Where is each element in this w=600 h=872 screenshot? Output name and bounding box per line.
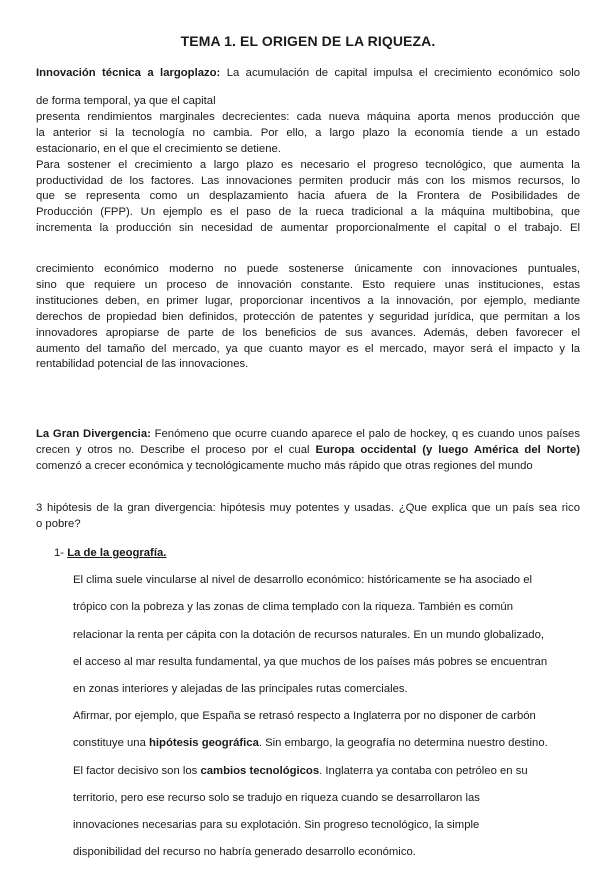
text-line: de forma temporal, ya que el capital — [36, 95, 216, 107]
text-run: El factor decisivo son los — [73, 764, 201, 777]
text-line: o pobre? — [36, 517, 81, 530]
text-line: crecimiento económico moderno no puede sostenerse únicamente con innovaciones puntuales, — [36, 263, 580, 275]
list-item-title: La de la geografía. — [67, 547, 167, 559]
section2-text-1: Fenómeno que ocurre cuando aparece el palo de hockey, q es cuando unos países crecen y otros no. Describe el proceso por el cual — [36, 428, 580, 456]
text-line: innovadores apropiarse de parte de los beneficios de sus avances. Además, deben favorecer el — [36, 326, 580, 339]
section2-heading: La Gran Divergencia: — [36, 428, 151, 440]
text-line: instituciones deben, en primer lugar, proporcionar incentivos a la innovación, por ejemplo, mediante — [36, 294, 580, 307]
section1-paragraph-a — [36, 94, 580, 237]
section2-bold-region: Europa occidental (y luego América del Norte) — [315, 443, 580, 456]
section1-first-line — [36, 66, 580, 82]
section1-paragraph-b — [36, 262, 580, 373]
bold-term: cambios tecnológicos — [200, 764, 320, 777]
text-line: El clima suele vincularse al nivel de desarrollo económico: históricamente se ha asociado el — [73, 574, 533, 587]
list-item-heading — [54, 546, 580, 562]
list-item-body — [73, 573, 580, 861]
text-line: relacionar la renta per cápita con la dotación de recursos naturales. En un mundo globalizado, — [73, 628, 544, 641]
text-run: constituye una — [73, 737, 149, 750]
text-line: innovaciones necesarias para su explotación. Sin progreso tecnológico, la simple — [73, 819, 480, 832]
text-line — [73, 736, 580, 752]
section1-line1-text: La acumulación de capital impulsa el crecimiento económico solo — [220, 67, 580, 79]
text-line: trópico con la pobreza y las zonas de clima templado con la riqueza. También es común — [73, 601, 513, 614]
text-line: sino que requiere un proceso de innovación constante. Esto requiere unas instituciones, estas — [36, 278, 580, 291]
text-line: la anterior si la tecnología no cambia. Por ello, a largo plazo la economía tiende a un estado — [36, 126, 580, 139]
bold-term: hipótesis geográfica — [149, 737, 259, 750]
text-line: productividad de los factores. Las innovaciones permiten producir más con los mismos recursos, lo — [36, 174, 580, 187]
page-title: TEMA 1. EL ORIGEN DE LA RIQUEZA. — [180, 33, 436, 49]
text-line: rentabilidad potencial de las innovaciones. — [36, 358, 249, 371]
text-line: el acceso al mar resulta fundamental, ya que muchos de los países más pobres se encuentran — [73, 655, 548, 668]
text-line: aumento del tamaño del mercado, ya que cuanto mayor es el mercado, mayor será el impacto y la — [36, 342, 580, 355]
text-line: estacionario, en el que el crecimiento se detiene. — [36, 142, 281, 155]
text-line: disponibilidad del recurso no habría generado desarrollo económico. — [73, 846, 416, 859]
text-line: 3 hipótesis de la gran divergencia: hipótesis muy potentes y usadas. ¿Que explica que un país sea rico — [36, 502, 580, 514]
section1-heading: Innovación técnica a largoplazo: — [36, 67, 221, 79]
list-item-number: 1- — [54, 547, 65, 559]
text-run: . Sin embargo, la geografía no determina nuestro destino. — [258, 737, 548, 750]
text-line: Afirmar, por ejemplo, que España se retrasó respecto a Inglaterra por no disponer de carbón — [73, 710, 536, 723]
hypotheses-intro — [36, 501, 580, 533]
section2-text-2: comenzó a crecer económica y tecnológicamente mucho más rápido que otras regiones del mundo — [36, 459, 533, 472]
text-line: presenta rendimientos marginales decrecientes: cada nueva máquina aporta menos producción que — [36, 110, 580, 123]
text-run: . Inglaterra ya contaba con petróleo en su — [319, 764, 528, 777]
text-line: Para sostener el crecimiento a largo plazo es necesario el progreso tecnológico, que aumenta la — [36, 158, 580, 171]
text-line — [73, 764, 580, 780]
text-line: territorio, pero ese recurso solo se tradujo en riqueza cuando se desarrollaron las — [73, 791, 480, 804]
hypothesis-list — [54, 546, 580, 872]
text-line: incrementa la producción sin necesidad de aumentar proporcionalmente el capital o el trabajo. El — [36, 222, 580, 235]
text-line: que se representa como un desplazamiento hacia afuera de la Frontera de Posibilidades de — [36, 190, 580, 203]
text-line: en zonas interiores y alejadas de las principales rutas comerciales. — [73, 683, 408, 696]
section2-paragraph — [36, 427, 580, 475]
text-line: derechos de propiedad bien definidos, protección de patentes y seguridad jurídica, que permitan a los — [36, 310, 580, 323]
text-line: Producción (FPP). Un ejemplo es el paso de la rueca tradicional a la máquina multibobina, que — [36, 206, 580, 219]
